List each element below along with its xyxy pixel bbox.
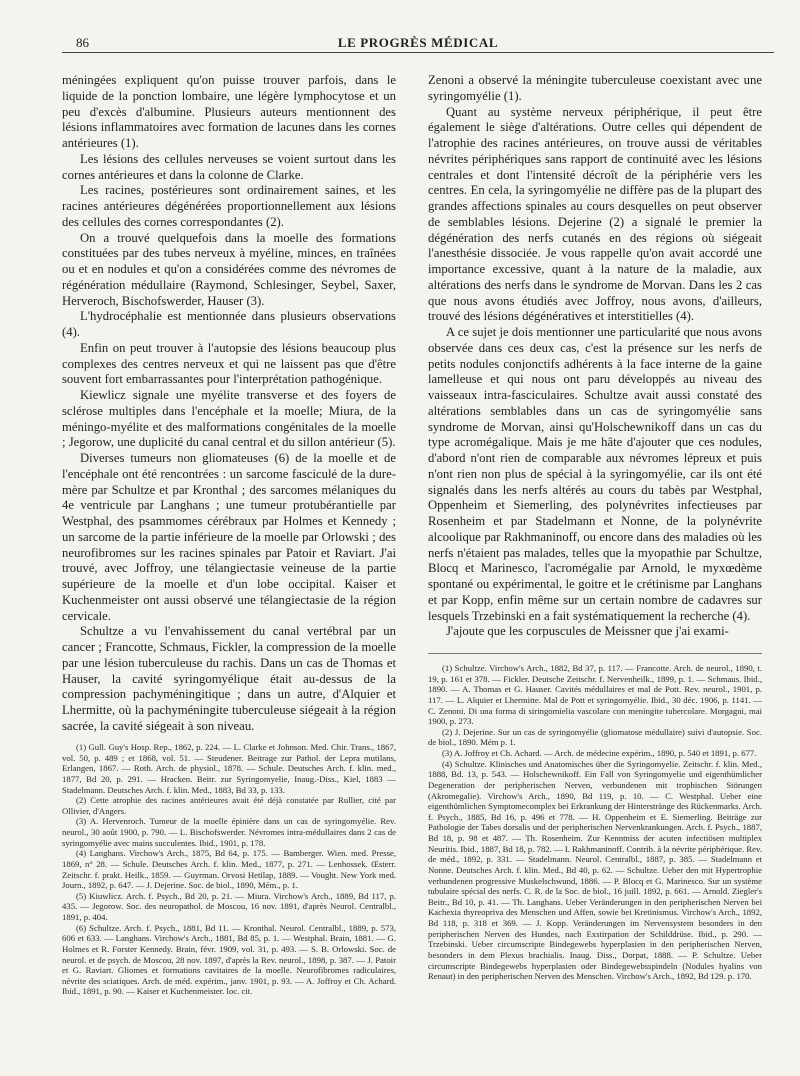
paragraph: Zenoni a observé la méningite tuberculeuse coexistant avec une syringomyélie (1). [428,73,762,103]
paragraph: méningées expliquent qu'on puisse trouver parfois, dans le liquide de la ponction lombaire, une légère lymphocytose et un peu d'excès d'albumine. Plusieurs auteurs mentionnent des lésions inflammatoires avec formation de lacunes dans les cornes antérieures (1). [62,73,396,150]
running-header [62,30,774,53]
paragraph: Kiewlicz signale une myélite transverse et des foyers de sclérose multiples dans l'encéphale et la moelle; Miura, de la méningo-myélite et des malformations congénitales de la moelle ; Jegorow, une duplicité du canal central et du sillon antérieur (5). [62,388,396,450]
left-footnotes [62,733,396,997]
paragraph: Les lésions des cellules nerveuses se voient surtout dans les cornes antérieures et dans la colonne de Clarke. [62,151,396,182]
paragraph: Les racines, postérieures sont ordinairement saines, et les racines antérieures dégénérées proportionnellement aux lésions des cellules des cornes correspondantes (2). [62,183,396,229]
footnote: (3) A. Joffroy et Ch. Achard. — Arch. de médecine expérim., 1890, p. 540 et 1891, p. 677. [442,748,757,758]
paragraph: J'ajoute que les corpuscules de Meissner que j'ai exami- [446,624,729,639]
paragraph: Enfin on peut trouver à l'autopsie des lésions beaucoup plus complexes des centres nerveux et qui ne laissent pas que d'être souvent fort embarrassantes pour l'interprétation pathogénique. [62,340,396,387]
paragraph: L'hydrocéphalie est mentionnée dans plusieurs observations (4). [62,309,396,339]
footnote: (1) Gull. Guy's Hosp. Rep., 1862, p. 224. — L. Clarke et Johnson. Med. Chir. Trans., 1867, vol. 50, p. 489 ; et 1868, vol. 51. — Steudener. Beitrage zur Pathol. der Lepra mutilans, Erlangen, 1867. — Roth. Arch. de physiol., 1878. — Schule. Deutsches Arch. f. klin. med., 1877, Bd 20, p. 291. — Hracken. Beitr. zur Syringomyelie, Inaug.-Diss., Kiel, 1883 — Stadelmann. Deutsches Arch. f. klin. Med., 1883, Bd 33, p. 133. [62,742,396,795]
paragraph: Quant au système nerveux périphérique, il peut être également le siège d'altérations. Outre celles qui dépendent de l'atrophie des racines antérieures, on trouve aussi de véritables névrites périphériques sans rapport de continuité avec les lésions centrales et dont l'intensité décroît de la périphérie vers les centres. En cela, la syringomyélie ne diffère pas de la plupart des grandes affections spinales au cours desquelles on peut observer de semblables lésions. Dejerine (2) a signalé le premier la dégénération des nerfs cutanés en des régions où siégeait l'anesthésie dissociée. Je vous rappelle qu'on avait accordé une importance excessive, quant à la nature de la maladie, aux altérations des nerfs dans le syndrome de Morvan. Dans les 2 cas que nous avons étudiés avec Joffroy, nous avons, d'ailleurs, trouvé des lésions dégénératives et interstitielles (4). [428,104,762,324]
paragraph: Schultze a vu l'envahissement du canal vertébral par un cancer ; Francotte, Schmaus, Fickler, la compression de la moelle par une lésion tuberculeuse du rachis. Dans un cas de Thomas et Hauser, la cavité syringomyélique était au-dessus de la compression pachyméningitique ; dans un autre, d'Alquier et Lhermitte, où la pachyméningite tuberculeuse siégeait à la région sacrée, la cavité siégeait à son niveau. [62,624,396,733]
page-number: 86 [76,35,89,50]
footnote: (4) Langhans. Virchow's Arch., 1875, Bd 64, p. 175. — Bamberger. Wien. med. Presse, 1869, n° 28. — Schule. Deutsches Arch. f. klin. Med., 1877, p. 271. — Lenhossek. Œsterr. Zeitschr. f. prakt. Heilk., 1859. — Guyrman. Orvosi Hetilap, 1889. — Vought. New York med. Journ., 1892, p. 647. — J. Dejerine. Soc. de biol., 1890, Mém., p. 1. [62,848,396,891]
paragraph: Diverses tumeurs non gliomateuses (6) de la moelle et de l'encéphale ont été rencontrées : un sarcome fasciculé de la dure-mère par Schultze et par Kronthal ; des sarcomes mélaniques du 4e ventricule par Langhans ; une tumeur protubérantielle par Westphal, des psammomes cérébraux par Holmes et Kennedy ; un sarcome de la partie inférieure de la moelle par Orlowski ; des neurofibromes sur les racines spinales par Patoir et Raviart. J'ai trouvé, avec Joffroy, une télangiectasie veineuse de la partie supérieure de la moelle et d'un lobe occipital. Kaiser et Kuchenmeister ont aussi observé une télangiectasie de la région cervicale. [62,451,396,623]
footnote: (2) Cette atrophie des racines antérieures avait été déjà constatée par Rullier, cité par Ollivier, d'Angers. [62,795,396,816]
left-column [62,73,396,735]
footnote: (6) Schultze. Arch. f. Psych., 1881, Bd 11. — Kronthal. Neurol. Centralbl., 1889, p. 573, 606 et 633. — Langhans. Virchow's Arch., 1881, Bd 85, p. 1. — Westphal. Brain, 1881. — G. Holmes et R. Forster Kennedy. Brain, févr. 1909, vol. 31, p. 493. — S. B. Orlowski. Soc. de neurol. et de psych. de Moscou, 28 nov. 1897, d'après la Rev. neurol., 1898, p. 387. — J. Patoir et G. Raviart. Gliomes et formations cavitaires de la moelle. Neurofibromes radiculaires, névrite des sciatiques. Arch. de méd. expérim., janv. 1901, p. 93. — A. Joffroy et Ch. Achard. Ibid., 1891, p. 90. — Kaiser et Kuchenmeister. loc. cit. [62,922,396,997]
footnote: (5) Kiuwlicz. Arch. f. Psych., Bd 20, p. 21. — Miura. Virchow's Arch., 1889, Bd 117, p. 435. — Jegorow. Soc. des neuropathol. de Moscou, 16 nov. 1891, d'après Neurol. Centralbl., 1891, p. 404. [62,890,396,922]
footnote: (4) Schultze. Klinisches und Anatomisches über die Syringomyelie. Zeitschr. f. klin. Med., 1888, Bd. 13, p. 543. — Holschewnikoff. Ein Fall von Syringomyelie und eigenthümlicher Degeneration der peripherischen Nerven, verbundenen mit trophischen Störungen (Akromegalie). Virchow's Arch., 1890, Bd 119, p. 10. — C. Westphal. Ueber eine eigenthümlichen Symptomecomplex bei Erkrankung der Hinterstränge des Rückenmarks. Arch. f. Psych., 1885, Bd 16, p. 496 et 778. — H. Oppenheim et E. Siemerling. Beiträge zur Pathologie der Tabes dorsalis und der peripherischen Nervenkrankungen. Arch. f. Psych., 1887, Bd 18, p. 98 et 487. — Th. Rosenheim. Zur Kenntniss der acuten infectiösen multiplex Neuritis. Ibid., 1887, Bd 18, p. 782. — I. Rakhmaninoff. Contrib. à la névrite périphérique. Rev. de méd., 1892, p. 331. — Stadelmann. Neurol. Centralbl., 1887, p. 385. — Stadelmann et Nonne. Deutsches Arch. f. klin. Med., Bd 40, p. 62. — Schultze. Ueber den mit Hypertrophie verbundenen progressive Muskelschwund, 1886. — P. Blocq et G. Marinesco. Sur un système tubulaire spécial des nerfs. C. R. de la Soc. de biol., 16 juill. 1892, p. 661. — Arnold. Ziegler's Beitr., Bd 10, p. 41. — Th. Langhans. Ueber Veränderungen in den peripherischen Nerven bei Kachexia thyreopriva des Menschen und Affen, sowie bei Kretinismus. Virchow's Arch., 1892, Bd 118, p. 318 et 369. — J. Kopp. Veränderungen im Nervensystem besonders in den peripherischen Nerven des Hundes, nach Exstirpation der Schilddrüse. Ibid., p. 290. — Trzebinski. Ueber circumscripte Bindegewebs hyperplasien in den peripherischen Nerven, besonders in dem Plexus brachialis. Inaug. Diss., Dorpat, 1888. — P. Schultze. Ueber circumscripte Bindegewebs hyperplasien oder Bindegewebsspindeln (Nodules hyalins von Renaut) in den peripherischen Nerven des Menschen. Virchow's Arch., 1892, Bd 129. p. 170. [428,758,762,982]
footnote: (1) Schultze. Virchow's Arch., 1882, Bd 37, p. 117. — Francotte. Arch. de neurol., 1890, t. 19, p. 161 et 378. — Fickler. Deutsche Zeitschr. f. Nervenheilk., 1899, p. 1. — Schmaus. Ibid., 1890. — A. Thomas et G. Hauser. Cavités médullaires et mal de Pott. Rev. neurol., 1901, p. 117. — L. Alquier et Lhermitte. Mal de Pott et syringomyélie. Ibid., 30 déc. 1906, p. 1141. — C. Zenoni. Di una forma di siringomielia vascolare con meningite tubercolare. Morgagni, mai 1900, p. 273. [428,663,762,727]
footnote: (2) J. Dejerine. Sur un cas de syringomyélie (gliomatose médullaire) suivi d'autopsie. Soc. de biol., 1890. Mém p. 1. [428,726,762,748]
right-column [428,73,762,640]
paragraph: A ce sujet je dois mentionner une particularité que nous avons observée dans ces deux cas, c'est la présence sur les nerfs de petits nodules conjonctifs adhérents à la face interne de la gaine lamelleuse et qui nous ont paru développés au niveau des vaisseaux intra-fasciculaires. Schultze avait aussi constaté des altérations semblables dans un cas de syringomyélie sans syndrome de Morvan, ainsi qu'Holschewnikoff dans un cas du type acromégalique. Mais je me hâte d'ajouter que ces nodules, d'abord n'ont rien de comparable aux névromes lépreux et puis n'ont rien non plus de spécial à la syringomyélie, car ils ont été signalés dans les nerfs altérés au cours du tabès par Westphal, Oppenheim et Siemerling, des polynévrites infectieuses par Rosenheim et par Stadelmann et Nonne, de la polynévrite alcoolique par Rakhmaninoff, ou encore dans des maladies où les nerfs n'étaient pas malades, telles que la myopathie par Schultze, Blocq et Marinesco, l'acromégalie par Arnold, le myxœdème spontané ou expérimental, le goitre et le crétinisme par Langhans et par Kopp, enfin même sur un certain nombre de cadavres sur lesquels Trzebinski en a fait systématiquement la recherche (4). [428,325,762,623]
paragraph: On a trouvé quelquefois dans la moelle des formations constituées par des tubes nerveux à myéline, minces, en traînées ou et en nodules et qu'on a considérées comme des névromes de régénération médullaire (Raymond, Schlesinger, Seybel, Saxer, Herveroch, Bischofswerder, Hauser (3). [62,230,396,308]
right-footnotes [428,653,762,982]
journal-title: LE PROGRÈS MÉDICAL [337,35,499,50]
footnote: (3) A. Hervenroch. Tumeur de la moelle épinière dans un cas de syringomyélie. Rev. neurol., 30 août 1900, p. 790. — L. Bischofswerder. Névromes intra-médullaires dans 2 cas de syringomyélie avec mains succulentes. Ibid., 1901, p. 178. [62,816,396,848]
